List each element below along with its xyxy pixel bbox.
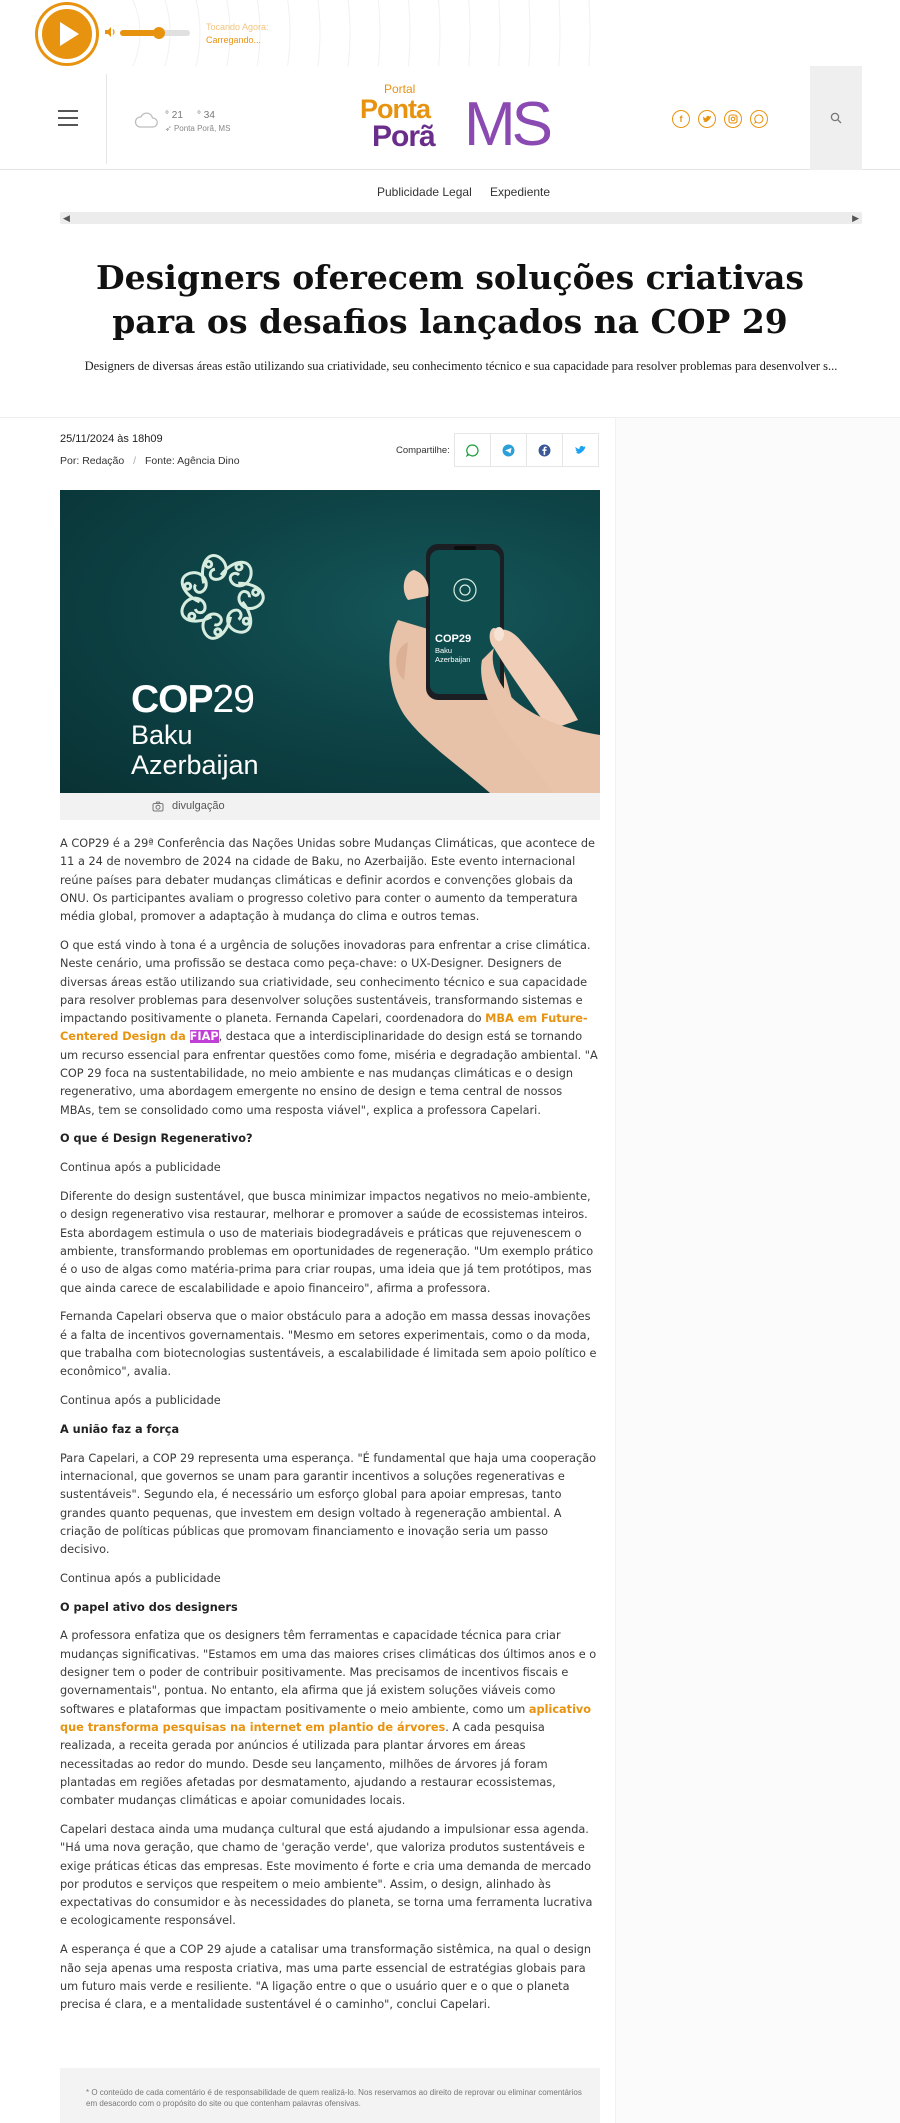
play-button[interactable] [38, 5, 96, 63]
paragraph-text: , destaca que a interdisciplinaridade do design está se tornando um recurso essencial para enfrentar questões como fome, miséria e degradação ambiental. "A COP 29 foca na sustentabilidade, no meio ambiente e nas mudanças climáticas e o design regenerativo, uma abordagem emergente no ensino de design e tema central de nossos MBAs, tem se consolidado como uma resposta viável", explica a professora Capelari. [60, 1030, 598, 1117]
scroll-right-icon[interactable]: ▶ [852, 213, 859, 223]
logo-portal-text: Portal [384, 82, 416, 96]
weather-location-text: Ponta Porã, MS [173, 124, 231, 133]
article-paragraph: Para Capelari, a COP 29 representa uma esperança. "É fundamental que haja uma cooperação internacional, que governos se unam para garantir incentivos a soluções regenerativas e sustentáveis". Segundo ela, é necessário um esforço global para apoiar empresas, tanto grandes quanto pequenas, que investem em design voltado à regeneração ambiental. A criação de políticas públicas que promovam financiamento e inovação seria um passo decisivo. [60, 1451, 597, 1557]
tree-app-link[interactable]: aplicativo que transforma pesquisas na internet em plantio de árvores [60, 1702, 592, 1734]
logo-ms-text: MS [464, 90, 549, 159]
hero-azerbaijan-text: Azerbaijan [131, 750, 259, 780]
search-button[interactable] [810, 66, 862, 170]
article-paragraph: A esperança é que a COP 29 ajude a catalisar uma transformação sistêmica, na qual o design não seja apenas uma resposta criativa, mas uma parte essencial de estratégias globais para um futuro mais verde e resiliente. "A ligação entre o que o usuário quer e o que o planeta precisa é clara, e a mentalidade sustentável é o caminho", conclui Capelari. [60, 1943, 592, 2012]
cop29-emblem-icon [162, 538, 280, 656]
share-twitter-button[interactable] [563, 434, 598, 466]
paragraph-text: . A cada pesquisa realizada, a receita gerada por anúncios é utilizada para plantar árvores em áreas necessitadas ao redor do mundo. Desde seu lançamento, milhões de árvores já foram plantadas em regiões afetadas por desmatamento, ajudando a restaurar ecossistemas, combater mudanças climáticas e apoiar comunidades locais. [60, 1720, 556, 1808]
article-date: 25/11/2024 às 18h09 [60, 433, 163, 445]
radio-player [0, 0, 900, 66]
article-paragraph: Capelari destaca ainda uma mudança cultural que está ajudando a impulsionar essa agenda. "Há uma nova geração, que chamo de 'geração verde', que valoriza produtos sustentáveis e exige práticas éticas das empresas. Este movimento é forte e cria uma demanda de mercado por produtos e serviços que respeitem o meio ambiente". Assim, o design, alinhado às expectativas do consumidor e às necessidades do planeta, se torna uma ferramenta lucrativa e ecologicamente responsável. [60, 1822, 593, 1928]
hamburger-menu-icon[interactable] [58, 110, 78, 126]
search-icon [830, 112, 842, 124]
paragraph-text: O que está vindo à tona é a urgência de soluções inovadoras para enfrentar a crise climática. Neste cenário, uma profissão se destaca como peça-chave: o UX-Designer. Designers de diversas áreas estão utilizando sua criatividade, seu conhecimento técnico e sua capacidade para resolver problemas para desenvolver soluções sustentáveis, transformando sistemas e impactando positivamente o planeta. Fernanda Capelari, coordenadora do [60, 938, 591, 1026]
article-header [0, 226, 900, 418]
twitter-icon[interactable] [698, 110, 716, 128]
hero-baku-text: Baku [131, 720, 193, 750]
article-paragraph [60, 937, 600, 1120]
share-telegram-button[interactable] [491, 434, 527, 466]
whatsapp-icon [466, 444, 479, 457]
logo-ponta-text: Ponta [360, 94, 431, 124]
hero-cop29-text [131, 678, 254, 722]
now-playing-label: Tocando Agora: [206, 22, 269, 32]
fiap-link[interactable]: FIAP [189, 1030, 219, 1044]
site-header [0, 66, 900, 170]
now-playing-value: Carregando... [206, 35, 262, 45]
hero-cop-word: COP [131, 678, 213, 721]
cloud-icon [134, 112, 158, 128]
phone-cop29-text: COP29 [435, 633, 472, 645]
nav-scrollbar[interactable] [60, 212, 862, 224]
scroll-left-icon[interactable]: ◀ [63, 213, 70, 223]
nav-item-expediente[interactable]: Expediente [490, 185, 551, 199]
author-label: Por: [60, 455, 80, 467]
camera-icon [152, 801, 164, 812]
share-label: Compartilhe: [396, 445, 450, 456]
facebook-icon [538, 444, 551, 457]
article-hero-image [60, 490, 600, 793]
hero-cop-number: 29 [212, 678, 254, 721]
share-whatsapp-button[interactable] [455, 434, 491, 466]
play-icon [58, 21, 80, 47]
site-logo[interactable] [358, 80, 568, 159]
section-heading: A união faz a força [60, 1422, 180, 1436]
nav-item-publicidade-legal[interactable]: Publicidade Legal [377, 185, 472, 199]
phone-baku-text: Baku [435, 646, 453, 655]
comments-section [60, 2068, 600, 2123]
article-title: Designers oferecem soluções criativas para os desafios lançados na COP 29 [96, 258, 804, 341]
volume-icon[interactable] [104, 26, 116, 38]
logo-pora-text: Porã [372, 120, 435, 153]
mba-link[interactable]: MBA em Future-Centered Design da [60, 1012, 588, 1044]
sub-navigation [0, 171, 900, 211]
article-byline [60, 455, 240, 467]
share-buttons [454, 433, 599, 467]
comments-notice: * O conteúdo de cada comentário é de responsabilidade de quem realizá-lo. Nos reservamos ao direito de reprovar ou eliminar comentários em desacordo com o propósito do site ou que contenham palavras ofensivas. [86, 2088, 582, 2108]
telegram-icon [502, 444, 515, 457]
share-facebook-button[interactable] [527, 434, 563, 466]
weather-location: ➶ Ponta Porã, MS [165, 124, 231, 133]
facebook-icon[interactable]: f [672, 110, 690, 128]
temperature-min: ° 21 [165, 110, 183, 121]
ad-placeholder-text: Continua após a publicidade [60, 1161, 221, 1175]
phone-azerbaijan-text: Azerbaijan [435, 655, 471, 664]
section-heading: O que é Design Regenerativo? [60, 1132, 253, 1146]
volume-slider-handle[interactable] [153, 27, 165, 39]
image-caption [60, 793, 600, 820]
author-name: Redação [82, 455, 125, 467]
twitter-icon [574, 445, 587, 456]
article-paragraph: A COP29 é a 29ª Conferência das Nações Unidas sobre Mudanças Climáticas, que acontece de 11 a 24 de novembro de 2024 na cidade de Baku, no Azerbaijão. Este evento internacional reúne países para debater mudanças climáticas e definir acordos e convenções globais da ONU. Os participantes avaliam o progresso coletivo para conter o aumento da temperatura média global, promover a adaptação à mudança do clima e outros temas. [60, 837, 595, 924]
instagram-icon[interactable] [724, 110, 742, 128]
paragraph-text: A professora enfatiza que os designers têm ferramentas e capacidade técnica para criar mudanças significativas. "Estamos em uma das maiores crises climáticas dos últimos anos e o designer tem o poder de contribuir positivamente. Mas precisamos de incentivos fiscais e governamentais", pontua. No entanto, ela afirma que já existem soluções viáveis como softwares e plataformas que impactam positivamente o meio ambiente, como um [60, 1629, 597, 1716]
source-name: Agência Dino [177, 455, 240, 467]
image-caption-text: divulgação [172, 800, 225, 812]
temperature-max: ° 34 [197, 110, 215, 121]
article-subtitle: Designers de diversas áreas estão utilizando sua criatividade, seu conhecimento técnico e sua capacidade para resolver problemas para desenvolver s... [84, 359, 838, 373]
source-label: Fonte: [144, 455, 175, 467]
whatsapp-icon[interactable] [750, 110, 768, 128]
section-heading: O papel ativo dos designers [60, 1600, 238, 1614]
sidebar-column [615, 418, 900, 2123]
article-paragraph [60, 1627, 600, 1810]
article-body [60, 835, 600, 2025]
article-paragraph: Diferente do design sustentável, que busca minimizar impactos negativos no meio-ambiente, o design regenerativo visa restaurar, melhorar e promover a saúde de ecossistemas inteiros. Esta abordagem estimula o uso de materiais biodegradáveis e práticas que rejuvenescem o ambiente, transformando problemas em oportunidades de regeneração. "Um exemplo prático é o uso de algas como matéria-prima para criar roupas, uma ideia que já tem protótipos, mas que ainda carece de escalabilidade e apoio financeiro", afirma a professora. [60, 1190, 594, 1295]
ad-placeholder-text: Continua após a publicidade [60, 1394, 221, 1408]
article-paragraph: Fernanda Capelari observa que o maior obstáculo para a adoção em massa dessas inovações é a falta de incentivos governamentais. "Mesmo em setores experimentais, como o da moda, que trabalha com biotecnologias sustentáveis, a escalabilidade é limitada sem apoio político e econômico", avalia. [60, 1310, 597, 1379]
byline-separator: / [133, 455, 137, 467]
hero-location-text [131, 720, 259, 780]
hand-holding-phone-illustration [378, 530, 600, 793]
header-divider [106, 74, 107, 164]
ad-placeholder-text: Continua após a publicidade [60, 1571, 221, 1585]
